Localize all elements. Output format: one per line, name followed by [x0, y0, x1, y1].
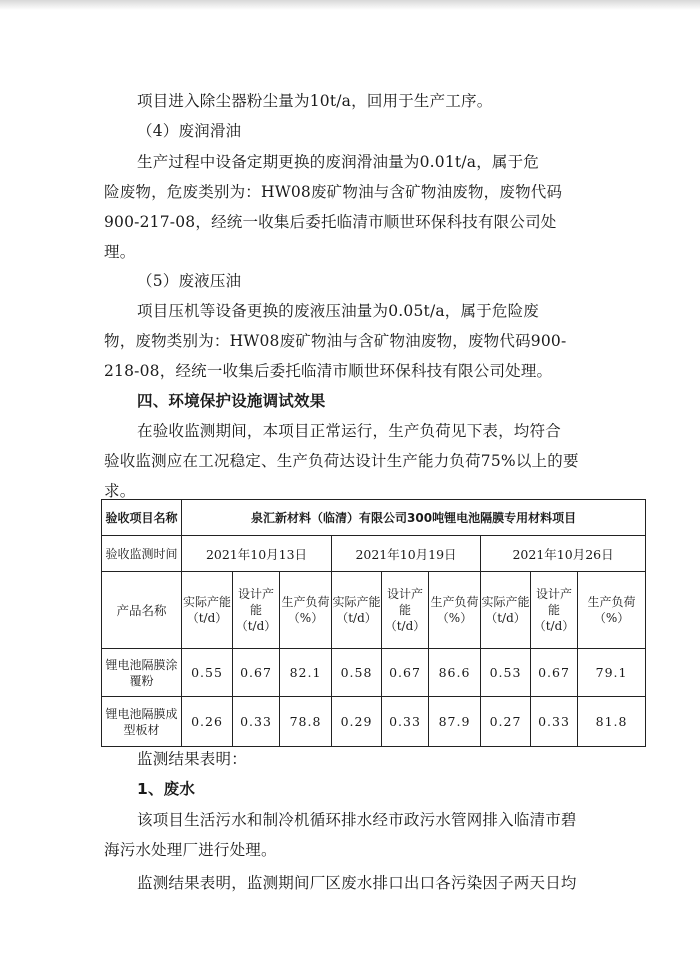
text-line: 险废物，危废类别为：HW08废矿物油与含矿物油废物，废物代码 — [104, 183, 563, 201]
value-cell: 82.1 — [280, 649, 332, 697]
value-cell: 0.33 — [233, 697, 280, 747]
text-line: 理。 — [104, 243, 136, 261]
heading-waste-hydraulic-oil — [104, 266, 604, 296]
text-line: 1、废水 — [137, 780, 196, 798]
col-header-design: 设计产能（t/d） — [233, 572, 280, 649]
value-cell: 0.67 — [531, 649, 578, 697]
table-label-product: 产品名称 — [102, 572, 182, 649]
value-cell: 86.6 — [429, 649, 481, 697]
col-header-load: 生产负荷（%） — [429, 572, 481, 649]
text-line: 生产过程中设备定期更换的废润滑油量为0.01t/a，属于危 — [137, 153, 540, 171]
heading-waste-lube-oil — [104, 116, 604, 146]
value-cell: 0.29 — [332, 697, 382, 747]
product-name-cell: 锂电池隔膜涂覆粉 — [102, 649, 182, 697]
value-cell: 87.9 — [429, 697, 481, 747]
date-cell: 2021年10月26日 — [481, 536, 646, 572]
col-header-load: 生产负荷（%） — [578, 572, 646, 649]
table-row — [102, 572, 646, 649]
paragraph-result-intro — [104, 744, 604, 774]
col-header-actual: 实际产能（t/d） — [182, 572, 233, 649]
value-cell: 0.53 — [481, 649, 531, 697]
paragraph-monitoring-result — [104, 868, 604, 898]
value-cell: 81.8 — [578, 697, 646, 747]
paragraph-waste-hydraulic-oil — [104, 296, 604, 386]
value-cell: 79.1 — [578, 649, 646, 697]
table-label-project: 验收项目名称 — [102, 500, 182, 536]
table-row — [102, 536, 646, 572]
text-line: 验收监测应在工况稳定、生产负荷达设计生产能力负荷75%以上的要 — [104, 452, 579, 470]
table-row — [102, 500, 646, 536]
value-cell: 0.67 — [233, 649, 280, 697]
text-line: 218-08，经统一收集后委托临清市顺世环保科技有限公司处理。 — [104, 362, 553, 380]
value-cell: 78.8 — [280, 697, 332, 747]
col-header-design: 设计产能（t/d） — [531, 572, 578, 649]
col-header-actual: 实际产能（t/d） — [332, 572, 382, 649]
value-cell: 0.55 — [182, 649, 233, 697]
paragraph-load-intro — [104, 416, 604, 506]
date-cell: 2021年10月19日 — [332, 536, 481, 572]
table-row — [102, 697, 646, 747]
paragraph-dust — [104, 86, 604, 116]
date-cell: 2021年10月13日 — [182, 536, 332, 572]
col-header-actual: 实际产能（t/d） — [481, 572, 531, 649]
text-line: 海污水处理厂进行处理。 — [104, 841, 277, 859]
value-cell: 0.33 — [382, 697, 429, 747]
text-line: （4）废润滑油 — [137, 122, 242, 140]
text-line: （5）废液压油 — [137, 272, 242, 290]
section-heading-wastewater — [104, 774, 604, 804]
text-line: 监测结果表明，监测期间厂区废水排口出口各污染因子两天日均 — [137, 874, 577, 892]
text-line: 900-217-08，经统一收集后委托临清市顺世环保科技有限公司处 — [104, 213, 557, 231]
text-line: 该项目生活污水和制冷机循环排水经市政污水管网排入临清市碧 — [137, 811, 577, 829]
section-heading-env-protection — [104, 386, 604, 416]
value-cell: 0.67 — [382, 649, 429, 697]
table-label-time: 验收监测时间 — [102, 536, 182, 572]
value-cell: 0.27 — [481, 697, 531, 747]
text-line: 在验收监测期间，本项目正常运行，生产负荷见下表，均符合 — [137, 422, 561, 440]
text-line: 求。 — [104, 482, 136, 500]
text-line: 项目进入除尘器粉尘量为10t/a，回用于生产工序。 — [137, 92, 493, 110]
paragraph-wastewater — [104, 805, 604, 865]
col-header-load: 生产负荷（%） — [280, 572, 332, 649]
table-row — [102, 649, 646, 697]
value-cell: 0.33 — [531, 697, 578, 747]
project-name-cell: 泉汇新材料（临清）有限公司300吨锂电池隔膜专用材料项目 — [182, 500, 646, 536]
product-name-cell: 锂电池隔膜成型板材 — [102, 697, 182, 747]
production-load-table — [101, 499, 646, 747]
text-line: 四、环境保护设施调试效果 — [137, 392, 326, 410]
text-line: 项目压机等设备更换的废液压油量为0.05t/a，属于危险废 — [137, 302, 540, 320]
col-header-design: 设计产能（t/d） — [382, 572, 429, 649]
value-cell: 0.58 — [332, 649, 382, 697]
text-line: 物，废物类别为：HW08废矿物油与含矿物油废物，废物代码900- — [104, 332, 567, 350]
value-cell: 0.26 — [182, 697, 233, 747]
text-line: 监测结果表明： — [137, 750, 247, 768]
paragraph-waste-lube-oil — [104, 147, 604, 267]
